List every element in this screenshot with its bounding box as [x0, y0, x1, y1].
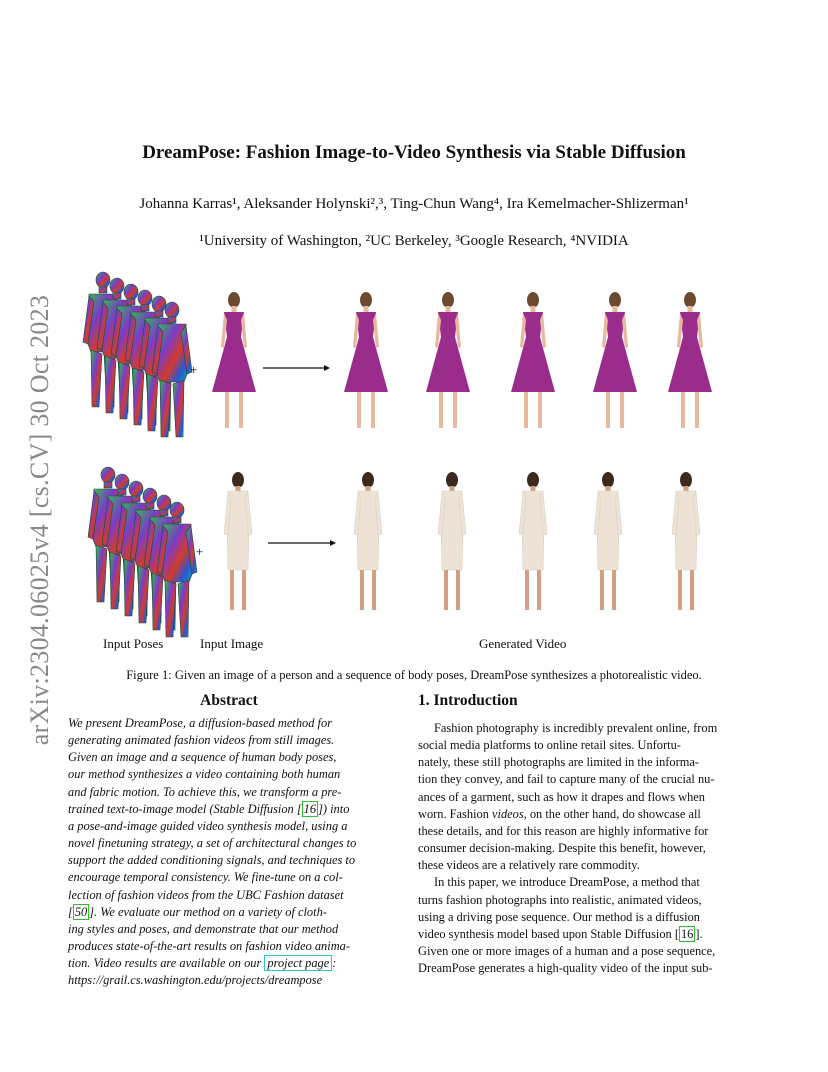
input-image-row-2: [224, 472, 252, 610]
figure-1: [78, 262, 758, 662]
intro-paragraph-2: [418, 874, 740, 977]
arrow-row-1: [263, 365, 330, 371]
abstract-line: [68, 955, 390, 972]
abstract-heading: Abstract: [200, 692, 258, 709]
abstract-text: :: [332, 956, 337, 971]
intro-line: these details, and for this reason are highly informative for: [418, 823, 709, 838]
abstract-text: ]. We evaluate our method on a variety of cloth-: [89, 904, 327, 919]
figure-caption: Figure 1: Given an image of a person and a sequence of body poses, DreamPose synthesizes a photorealistic video.: [126, 668, 702, 682]
plus-sign-row-1: +: [190, 362, 198, 377]
abstract-text: ]) into: [318, 801, 350, 816]
intro-line: these videos are a relatively rare commodity.: [418, 858, 640, 873]
abstract-body: [68, 715, 390, 990]
intro-line: tion they convey, and fail to capture many of the crucial nu-: [418, 772, 715, 787]
label-input-image: Input Image: [200, 636, 264, 651]
intro-line: [418, 926, 740, 943]
abstract-line: ing styles and poses, and demonstrate that our method: [68, 921, 339, 936]
abstract-line: [68, 904, 390, 921]
paper-affiliations: ¹University of Washington, ²UC Berkeley, ³Google Research, ⁴NVIDIA: [199, 233, 629, 249]
citation-link[interactable]: 50: [74, 904, 88, 919]
intro-line: Fashion photography is incredibly prevalent online, from: [434, 721, 718, 735]
arxiv-side-stamp: arXiv:2304.06025v4 [cs.CV] 30 Oct 2023: [25, 294, 54, 746]
project-page-link[interactable]: project page: [264, 955, 332, 971]
input-image-row-1: [212, 292, 256, 428]
intro-text: worn. Fashion: [418, 806, 492, 821]
citation-link[interactable]: 16: [303, 801, 317, 816]
intro-line: DreamPose generates a high-quality video of the input sub-: [418, 961, 713, 976]
abstract-line: support the added conditioning signals, and techniques to: [68, 853, 356, 868]
intro-emphasis: videos: [492, 806, 524, 821]
plus-sign-row-2: +: [196, 544, 204, 559]
input-poses-row-1: [83, 272, 192, 437]
intro-line: social media platforms to online retail sites. Unfortu-: [418, 738, 681, 753]
abstract-line: [68, 801, 390, 818]
introduction-body: [418, 720, 740, 977]
intro-line: Given one or more images of a human and a pose sequence,: [418, 944, 716, 959]
intro-text: , on the other hand, do showcase all: [523, 806, 701, 821]
abstract-line: novel finetuning strategy, a set of architectural changes to: [68, 836, 357, 851]
input-poses-row-2: [88, 467, 197, 637]
abstract-line: produces state-of-the-art results on fashion video anima-: [68, 939, 350, 954]
generated-frames-row-2: [354, 472, 700, 610]
abstract-line: encourage temporal consistency. We fine-tune on a col-: [68, 870, 343, 885]
figure-1-illustration: [78, 262, 758, 662]
project-url[interactable]: https://grail.cs.washington.edu/projects/dreampose: [68, 973, 323, 988]
citation-link[interactable]: 16: [680, 926, 694, 941]
intro-text: video synthesis model based upon Stable Diffusion [: [418, 926, 679, 941]
abstract-line: our method synthesizes a video containing both human: [68, 767, 341, 782]
intro-line: In this paper, we introduce DreamPose, a method that: [434, 875, 700, 890]
intro-text: ].: [695, 926, 703, 941]
abstract-text: tion. Video results are available on our: [68, 956, 262, 971]
intro-line: ances of a garment, such as how it drapes and flows when: [418, 789, 705, 804]
abstract-text: [: [68, 904, 73, 919]
arrow-row-2: [268, 540, 336, 546]
abstract-line: a pose-and-image guided video synthesis model, using a: [68, 818, 348, 833]
abstract-line: generating animated fashion videos from still images.: [68, 733, 335, 748]
abstract-text: trained text-to-image model (Stable Diffusion [: [68, 801, 302, 816]
intro-line: turns fashion photographs into realistic, animated videos,: [418, 892, 702, 907]
abstract-line: and fabric motion. To achieve this, we transform a pre-: [68, 784, 342, 799]
introduction-heading: 1. Introduction: [418, 692, 518, 709]
paper-authors: Johanna Karras¹, Aleksander Holynski²,³, Ting-Chun Wang⁴, Ira Kemelmacher-Shlizerman¹: [139, 196, 689, 212]
intro-line: consumer decision-making. Despite this benefit, however,: [418, 841, 706, 856]
abstract-line: lection of fashion videos from the UBC Fashion dataset: [68, 887, 344, 902]
intro-line: using a driving pose sequence. Our method is a diffusion: [418, 909, 700, 924]
paper-title: DreamPose: Fashion Image-to-Video Synthesis via Stable Diffusion: [142, 142, 686, 163]
intro-line: nately, these still photographs are limited in the informa-: [418, 755, 700, 770]
abstract-line: Given an image and a sequence of human body poses,: [68, 750, 337, 765]
generated-frames-row-1: [344, 292, 712, 428]
abstract-line: We present DreamPose, a diffusion-based method for: [68, 716, 332, 730]
label-generated-video: Generated Video: [479, 636, 567, 651]
label-input-poses: Input Poses: [103, 636, 164, 651]
intro-paragraph-1: [418, 720, 740, 874]
intro-line: [418, 806, 740, 823]
